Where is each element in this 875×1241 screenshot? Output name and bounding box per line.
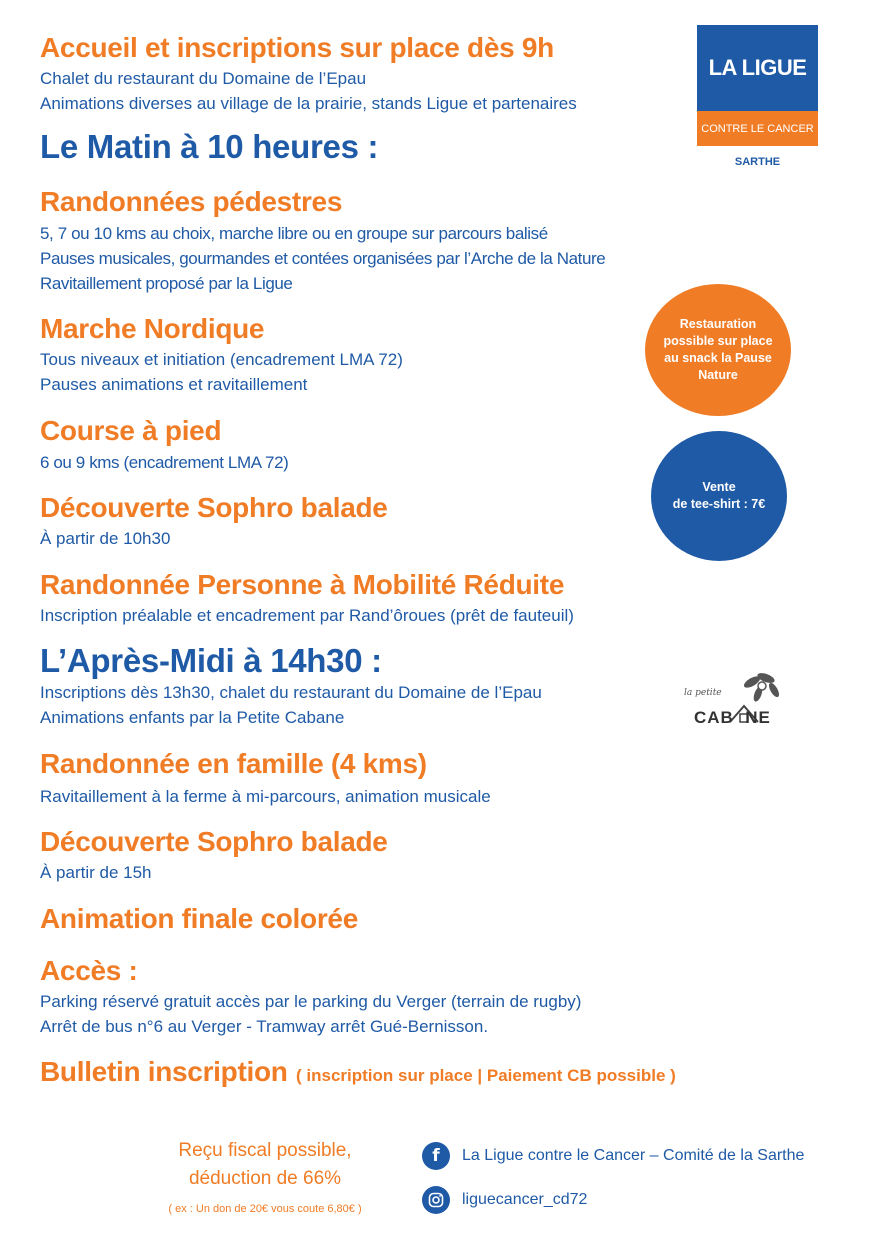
apresmidi-title: L’Après-Midi à 14h30 : — [40, 642, 382, 679]
cabane-script: la petite — [684, 688, 722, 698]
acces-title: Accès : — [40, 955, 138, 986]
petite-cabane-logo — [682, 668, 802, 732]
accueil-line: Chalet du restaurant du Domaine de l’Epau — [40, 69, 367, 88]
vente-badge — [651, 431, 787, 561]
acces-line: Arrêt de bus n°6 au Verger - Tramway arrêt Gué-Bernisson. — [40, 1017, 489, 1036]
sophro2-title: Découverte Sophro balade — [40, 826, 388, 857]
instagram-icon — [422, 1186, 450, 1214]
cabane-word: CAB NE — [694, 708, 771, 727]
nordique-line: Pauses animations et ravitaillement — [40, 375, 308, 394]
acces-text — [40, 989, 581, 1039]
randonnees-line: Ravitaillement proposé par la Ligue — [40, 274, 293, 293]
restauration-line: Nature — [698, 368, 738, 382]
facebook-icon: f — [422, 1142, 450, 1170]
accueil-text — [40, 66, 577, 116]
logo-tagline: CONTRE LE CANCER — [697, 111, 818, 146]
accueil-title: Accueil et inscriptions sur place dès 9h — [40, 32, 554, 63]
matin-title: Le Matin à 10 heures : — [40, 128, 379, 165]
facebook-row[interactable] — [422, 1142, 804, 1170]
apresmidi-line: Inscriptions dès 13h30, chalet du restaurant du Domaine de l’Epau — [40, 683, 542, 702]
randonnees-line: 5, 7 ou 10 kms au choix, marche libre ou en groupe sur parcours balisé — [40, 224, 548, 243]
fiscal-line: déduction de 66% — [188, 1168, 342, 1189]
vente-line: de tee-shirt : 7€ — [672, 497, 766, 511]
fiscal-block — [130, 1137, 400, 1219]
bulletin-title: Bulletin inscription — [40, 1056, 288, 1087]
pmr-line: Inscription préalable et encadrement par Rand’ôroues (prêt de fauteuil) — [40, 606, 574, 625]
finale-title: Animation finale colorée — [40, 903, 358, 934]
course-line: 6 ou 9 kms (encadrement LMA 72) — [40, 453, 289, 472]
fiscal-example: ( ex : Un don de 20€ vous coute 6,80€ ) — [168, 1203, 362, 1215]
randonnees-title: Randonnées pédestres — [40, 186, 343, 217]
instagram-label: liguecancer_cd72 — [462, 1191, 588, 1208]
accueil-line: Animations diverses au village de la prairie, stands Ligue et partenaires — [40, 94, 577, 113]
sophro2-line: À partir de 15h — [40, 863, 152, 882]
restauration-line: possible sur place — [663, 334, 773, 348]
bulletin-note: ( inscription sur place | Paiement CB possible ) — [296, 1066, 676, 1085]
logo-name: LA LIGUE — [697, 25, 818, 111]
famille-line: Ravitaillement à la ferme à mi-parcours, animation musicale — [40, 787, 491, 806]
fiscal-line: Reçu fiscal possible, — [178, 1140, 352, 1161]
sophro1-line: À partir de 10h30 — [40, 529, 171, 548]
sophro1-title: Découverte Sophro balade — [40, 492, 388, 523]
nordique-title: Marche Nordique — [40, 313, 265, 344]
apresmidi-line: Animations enfants par la Petite Cabane — [40, 708, 345, 727]
facebook-label: La Ligue contre le Cancer – Comité de la Sarthe — [462, 1147, 805, 1164]
bulletin-row — [40, 1056, 676, 1088]
acces-line: Parking réservé gratuit accès par le parking du Verger (terrain de rugby) — [40, 992, 582, 1011]
nordique-text — [40, 347, 403, 397]
logo-region: SARTHE — [734, 156, 781, 168]
apresmidi-text — [40, 680, 542, 730]
restauration-line: au snack la Pause — [664, 351, 772, 365]
famille-title: Randonnée en famille (4 kms) — [40, 748, 427, 779]
pmr-title: Randonnée Personne à Mobilité Réduite — [40, 569, 565, 600]
nordique-line: Tous niveaux et initiation (encadrement LMA 72) — [40, 350, 403, 369]
ligue-logo — [697, 25, 818, 146]
vente-line: Vente — [702, 480, 736, 494]
restauration-line: Restauration — [679, 317, 757, 331]
instagram-row[interactable] — [422, 1186, 587, 1214]
randonnees-text — [40, 221, 605, 296]
randonnees-line: Pauses musicales, gourmandes et contées organisées par l’Arche de la Nature — [40, 249, 606, 268]
restauration-badge — [645, 284, 791, 416]
course-title: Course à pied — [40, 415, 222, 446]
